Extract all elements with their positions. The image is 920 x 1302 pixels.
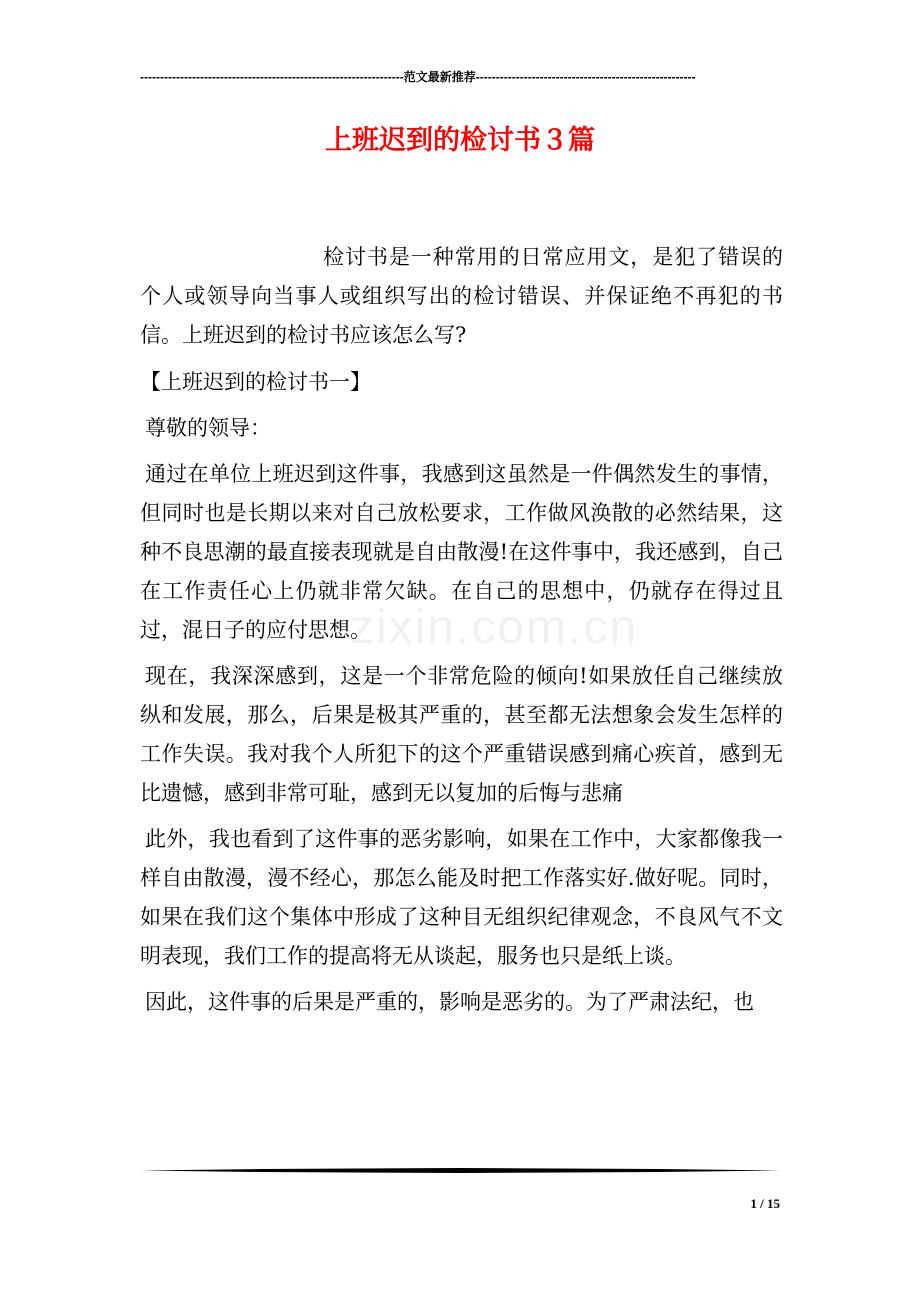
body-paragraph-4: 因此，这件事的后果是严重的，影响是恶劣的。为了严肃法纪，也 — [145, 990, 754, 1014]
document-body — [140, 238, 783, 1022]
body-paragraph-3: 此外，我也看到了这件事的恶劣影响，如果在工作中，大家都像我一样自由散漫，漫不经心，那怎么能及时把工作落实好.做好呢。同时，如果在我们这个集体中形成了这种目无组织纪律观念，不良风气不文明表现，我们工作的提高将无从谈起，服务也只是纸上谈。 — [140, 827, 783, 968]
salutation: 尊敬的领导： — [145, 416, 271, 440]
body-paragraph-1: 通过在单位上班迟到这件事，我感到这虽然是一件偶然发生的事情，但同时也是长期以来对自己放松要求，工作做风涣散的必然结果，这种不良思潮的最直接表现就是自由散漫!在这件事中，我还感到，自己在工作责任心上仍就非常欠缺。在自己的思想中，仍就存在得过且过，混日子的应付思想。 — [140, 462, 783, 642]
intro-paragraph: 检讨书是一种常用的日常应用文，是犯了错误的个人或领导向当事人或组织写出的检讨错误、并保证绝不再犯的书信。上班迟到的检讨书应该怎么写? — [140, 245, 783, 347]
footer-rule — [140, 1168, 781, 1173]
document-title: 上班迟到的检讨书３篇 — [325, 125, 595, 156]
page-number: 1 / 15 — [750, 1196, 780, 1211]
watermark: zixin.com.cn — [350, 601, 639, 654]
page-header: ------------------------------------------------------------------范文最新推荐------------------------------------------------------- — [140, 70, 696, 84]
body-paragraph-2: 现在，我深深感到，这是一个非常危险的倾向!如果放任自己继续放纵和发展，那么，后果是极其严重的，甚至都无法想象会发生怎样的工作失误。我对我个人所犯下的这个严重错误感到痛心疾首，感到无比遗憾，感到非常可耻，感到无以复加的后悔与悲痛 — [140, 664, 783, 805]
section-heading: 【上班迟到的检讨书一】 — [140, 370, 371, 394]
